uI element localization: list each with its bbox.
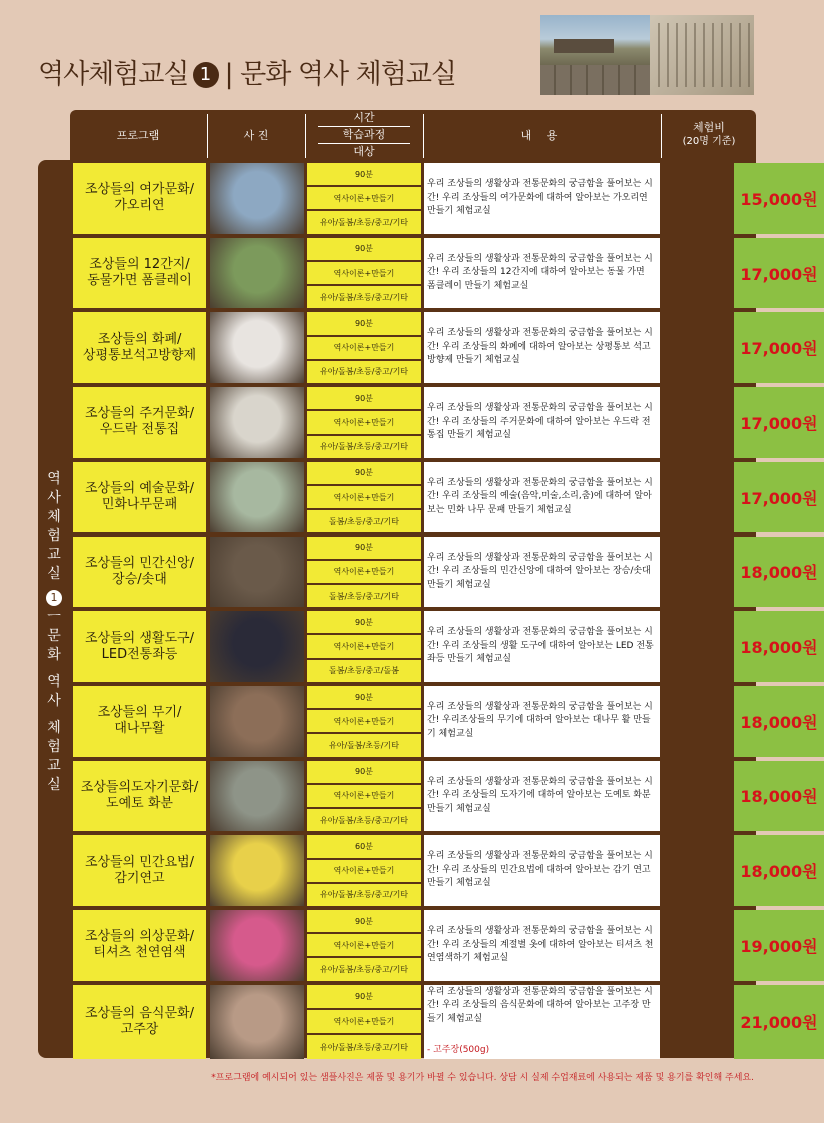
table-row	[70, 238, 818, 309]
page-title	[38, 52, 456, 91]
program-description	[424, 761, 660, 832]
description-extra: - 고주장(500g)	[427, 1045, 490, 1056]
header-target: 대상	[353, 145, 375, 158]
description-text: 우리 조상들의 생활상과 전통문화의 궁금함을 풀어보는 시간! 우리 조상들의 여가문화에 대하여 알아보는 가오리연 만들기 체험교실	[427, 179, 653, 217]
script-column	[712, 23, 714, 87]
program-course: 역사이론+만들기	[307, 411, 421, 433]
program-time: 90분	[307, 985, 421, 1008]
program-photo	[210, 910, 304, 981]
program-time: 90분	[307, 686, 421, 708]
table-row	[70, 462, 818, 533]
program-course: 역사이론+만들기	[307, 785, 421, 807]
program-fee: 15,000원	[734, 163, 824, 234]
sidebar-char: 실	[47, 777, 61, 793]
program-time: 90분	[307, 910, 421, 932]
program-name: 조상들의도자기문화/ 도예토 화분	[73, 761, 206, 832]
wall-shape	[540, 65, 660, 95]
program-name: 조상들의 예술문화/ 민화나무문패	[73, 462, 206, 533]
header-info	[306, 110, 422, 160]
program-description	[424, 835, 660, 906]
table-row	[70, 985, 818, 1059]
sidebar-char: 교	[47, 758, 61, 774]
program-info	[307, 686, 421, 757]
program-fee: 19,000원	[734, 910, 824, 981]
script-column	[694, 23, 696, 87]
program-description	[424, 462, 660, 533]
program-fee: 18,000원	[734, 686, 824, 757]
program-photo	[210, 611, 304, 682]
table-row	[70, 910, 818, 981]
program-name: 조상들의 의상문화/ 티셔츠 천연염색	[73, 910, 206, 981]
sidebar-char: 체	[47, 720, 61, 736]
program-photo	[210, 163, 304, 234]
program-target: 유아/돌봄/초등/기타	[307, 734, 421, 756]
program-photo	[210, 387, 304, 458]
script-column	[676, 23, 678, 87]
program-photo	[210, 537, 304, 608]
program-photo	[210, 835, 304, 906]
program-target: 유아/돌봄/초등/중고/기타	[307, 361, 421, 383]
sidebar-char: 체	[47, 509, 61, 525]
program-info	[307, 537, 421, 608]
program-name: 조상들의 12간지/ 동물가면 폼클레이	[73, 238, 206, 309]
program-name: 조상들의 음식문화/ 고주장	[73, 985, 206, 1059]
program-name: 조상들의 민간요법/ 감기연고	[73, 835, 206, 906]
program-name: 조상들의 무기/ 대나무활	[73, 686, 206, 757]
program-target: 유아/돌봄/초등/중고/기타	[307, 884, 421, 906]
old-document-photo	[650, 15, 754, 95]
program-time: 90분	[307, 387, 421, 409]
program-description	[424, 910, 660, 981]
table-row	[70, 387, 818, 458]
program-time: 90분	[307, 238, 421, 260]
header-program: 프로그램	[116, 129, 160, 142]
program-time: 90분	[307, 462, 421, 484]
sidebar-char: 역	[47, 674, 61, 690]
program-course: 역사이론+만들기	[307, 337, 421, 359]
program-info	[307, 910, 421, 981]
program-description	[424, 238, 660, 309]
description-text: 우리 조상들의 생활상과 전통문화의 궁금함을 풀어보는 시간! 우리 조상들의 주거문화에 대하여 알아보는 우드락 전통집 만들기 체험교실	[427, 403, 653, 441]
program-target: 유아/돌봄/초등/중고/기타	[307, 1035, 421, 1058]
description-text: 우리 조상들의 생활상과 전통문화의 궁금함을 풀어보는 시간! 우리 조상들의 생활 도구에 대하여 알아보는 LED 전통좌등 만들기 체험교실	[427, 627, 654, 665]
script-column	[730, 23, 732, 87]
program-photo	[210, 238, 304, 309]
program-fee: 18,000원	[734, 611, 824, 682]
program-target: 유아/돌봄/초등/중고/기타	[307, 809, 421, 831]
program-info	[307, 985, 421, 1059]
program-target: 유아/돌봄/초등/중고/기타	[307, 211, 421, 233]
header-photo: 사 진	[243, 129, 269, 142]
program-name: 조상들의 주거문화/ 우드락 전통집	[73, 387, 206, 458]
sidebar-char: 사	[47, 490, 61, 506]
program-time: 90분	[307, 761, 421, 783]
program-photo	[210, 312, 304, 383]
program-name: 조상들의 생활도구/ LED전통좌등	[73, 611, 206, 682]
program-target: 돌봄/초등/중고/돌봄	[307, 660, 421, 682]
program-photo	[210, 462, 304, 533]
table-row	[70, 163, 818, 234]
header-fee	[662, 110, 756, 160]
header-content: 내 용	[520, 129, 564, 142]
program-photo	[210, 761, 304, 832]
title-subtitle: | 문화 역사 체험교실	[224, 59, 456, 90]
program-info	[307, 835, 421, 906]
program-target: 돌봄/초등/중고/기타	[307, 585, 421, 607]
program-fee: 18,000원	[734, 835, 824, 906]
program-description	[424, 163, 660, 234]
program-description	[424, 537, 660, 608]
sidebar-char: 사	[47, 693, 61, 709]
sidebar-char: 역	[47, 471, 61, 487]
fortress-wall-photo	[540, 15, 660, 95]
table-row	[70, 761, 818, 832]
program-description	[424, 985, 660, 1059]
script-column	[667, 23, 669, 87]
program-fee: 18,000원	[734, 761, 824, 832]
program-info	[307, 312, 421, 383]
program-time: 60분	[307, 835, 421, 857]
program-course: 역사이론+만들기	[307, 635, 421, 657]
program-course: 역사이론+만들기	[307, 860, 421, 882]
footnote: *프로그램에 예시되어 있는 샘플사진은 제품 및 용기가 바뀔 수 있습니다. 상담 시 실제 수업재료에 사용되는 제품 및 용기를 확인해 주세요.	[211, 1073, 754, 1083]
script-column	[658, 23, 660, 87]
description-text: 우리 조상들의 생활상과 전통문화의 궁금함을 풀어보는 시간! 우리 조상들의 음식문화에 대하여 알아보는 고주장 만들기 체험교실	[427, 986, 653, 1024]
table-row	[70, 537, 818, 608]
sidebar-char: 실	[47, 566, 61, 582]
program-info	[307, 387, 421, 458]
program-description	[424, 387, 660, 458]
program-time: 90분	[307, 611, 421, 633]
program-fee: 18,000원	[734, 537, 824, 608]
program-fee: 17,000원	[734, 238, 824, 309]
sidebar-number-badge: 1	[46, 590, 62, 606]
castle-shape	[554, 39, 614, 53]
program-time: 90분	[307, 312, 421, 334]
program-fee: 17,000원	[734, 462, 824, 533]
header-fee-label: 체험비	[693, 121, 725, 134]
program-time: 90분	[307, 537, 421, 559]
program-target: 유아/돌봄/초등/중고/기타	[307, 958, 421, 980]
program-course: 역사이론+만들기	[307, 187, 421, 209]
program-target: 돌봄/초등/중고/기타	[307, 510, 421, 532]
sidebar-char: 험	[47, 739, 61, 755]
program-course: 역사이론+만들기	[307, 486, 421, 508]
program-info	[307, 761, 421, 832]
sidebar-label	[38, 470, 70, 795]
header-time: 시간	[353, 111, 375, 124]
description-text: 우리 조상들의 생활상과 전통문화의 궁금함을 풀어보는 시간! 우리조상들의 무기에 대하여 알아보는 대나무 활 만들기 체험교실	[427, 701, 653, 739]
program-info	[307, 611, 421, 682]
program-description	[424, 312, 660, 383]
table-row	[70, 686, 818, 757]
program-course: 역사이론+만들기	[307, 561, 421, 583]
script-column	[703, 23, 705, 87]
title-number-badge: 1	[193, 62, 219, 88]
script-column	[739, 23, 741, 87]
program-fee: 17,000원	[734, 312, 824, 383]
table-header	[70, 110, 756, 160]
program-info	[307, 163, 421, 234]
program-fee: 17,000원	[734, 387, 824, 458]
sidebar-char: 화	[47, 647, 61, 663]
program-info	[307, 238, 421, 309]
program-photo	[210, 686, 304, 757]
program-course: 역사이론+만들기	[307, 934, 421, 956]
sidebar-char: 험	[47, 528, 61, 544]
program-description	[424, 686, 660, 757]
sidebar-char: ㅡ	[47, 609, 61, 625]
program-name: 조상들의 여가문화/ 가오리연	[73, 163, 206, 234]
description-text: 우리 조상들의 생활상과 전통문화의 궁금함을 풀어보는 시간! 우리 조상들의 화폐에 대하여 알아보는 상평통보 석고 방향제 만들기 체험교실	[427, 328, 653, 366]
program-course: 역사이론+만들기	[307, 262, 421, 284]
program-info	[307, 462, 421, 533]
description-text: 우리 조상들의 생활상과 전통문화의 궁금함을 풀어보는 시간! 우리 조상들의 도자기에 대하여 알아보는 도예토 화분 만들기 체험교실	[427, 776, 653, 814]
header-fee-note: (20명 기준)	[682, 136, 736, 147]
description-text: 우리 조상들의 생활상과 전통문화의 궁금함을 풀어보는 시간! 우리 조상들의 민간신앙에 대하여 알아보는 장승/솟대 만들기 체험교실	[427, 552, 653, 590]
table-row	[70, 312, 818, 383]
program-time: 90분	[307, 163, 421, 185]
program-name: 조상들의 화폐/ 상평통보석고방향제	[73, 312, 206, 383]
sidebar-char: 문	[47, 628, 61, 644]
description-text: 우리 조상들의 생활상과 전통문화의 궁금함을 풀어보는 시간! 우리 조상들의 12간지에 대하여 알아보는 동물 가면 폼클레이 만들기 체험교실	[427, 253, 653, 291]
description-text: 우리 조상들의 생활상과 전통문화의 궁금함을 풀어보는 시간! 우리 조상들의 예술(음악,미술,소리,춤)에 대하여 알아보는 민화 나무 문패 만들기 체험교실	[427, 477, 653, 515]
sidebar-char: 교	[47, 547, 61, 563]
description-text: 우리 조상들의 생활상과 전통문화의 궁금함을 풀어보는 시간! 우리 조상들의 계절별 옷에 대하여 알아보는 티셔츠 천연염색하기 체험교실	[427, 926, 654, 964]
program-photo	[210, 985, 304, 1059]
program-name: 조상들의 민간신앙/ 장승/솟대	[73, 537, 206, 608]
title-main: 역사체험교실	[38, 59, 189, 90]
program-fee: 21,000원	[734, 985, 824, 1059]
program-target: 유아/돌봄/초등/중고/기타	[307, 436, 421, 458]
script-column	[685, 23, 687, 87]
script-column	[748, 23, 750, 87]
program-course: 역사이론+만들기	[307, 710, 421, 732]
program-course: 역사이론+만들기	[307, 1010, 421, 1033]
program-description	[424, 611, 660, 682]
script-column	[721, 23, 723, 87]
table-row	[70, 611, 818, 682]
header-course: 학습과정	[342, 128, 386, 141]
description-text: 우리 조상들의 생활상과 전통문화의 궁금함을 풀어보는 시간! 우리 조상들의 민간요법에 대하여 알아보는 감기 연고 만들기 체험교실	[427, 851, 653, 889]
table-row	[70, 835, 818, 906]
program-target: 유아/돌봄/초등/중고/기타	[307, 286, 421, 308]
